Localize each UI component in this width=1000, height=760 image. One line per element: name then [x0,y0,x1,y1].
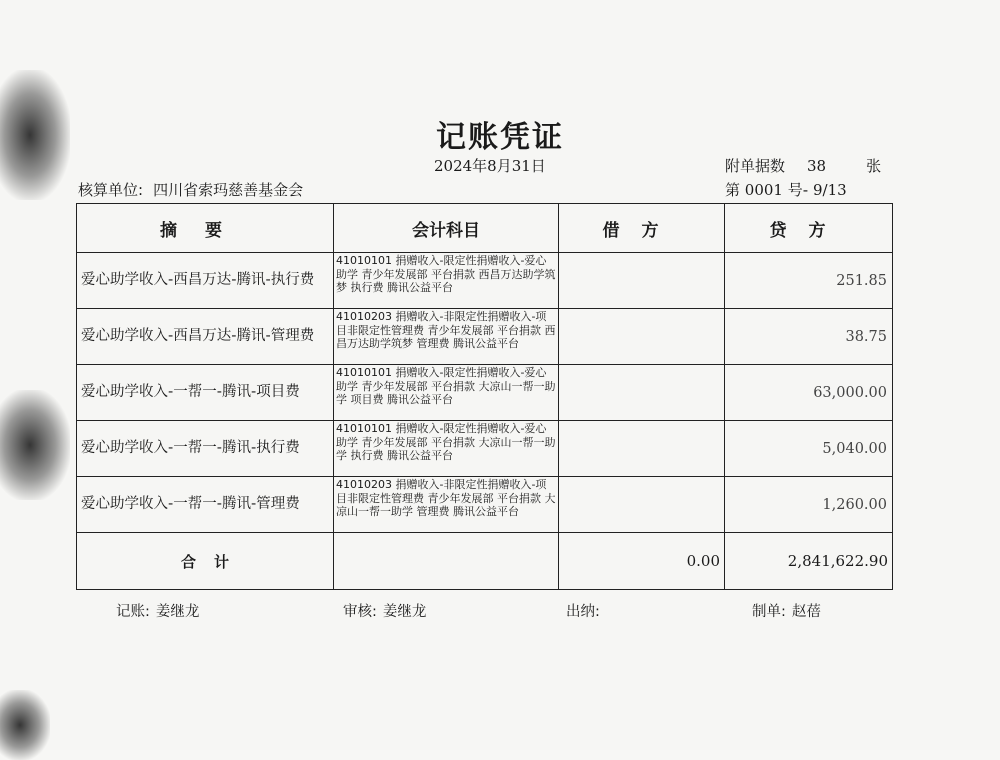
row-debit [559,309,725,365]
header-debit: 借方 [559,204,725,253]
header-account: 会计科目 [334,204,559,253]
number-suffix: 号- [787,181,809,199]
table-row [77,365,893,421]
row-credit: 38.75 [725,309,893,365]
table-row [77,477,893,533]
row-summary: 爱心助学收入-西昌万达-腾讯-执行费 [77,253,334,309]
accounting-unit [78,179,303,200]
reviewer-field [343,600,426,621]
voucher-title: 记账凭证 [436,120,564,155]
table-row [77,421,893,477]
unit-name: 四川省索玛慈善基金会 [153,181,304,199]
row-debit [559,365,725,421]
table-row [77,309,893,365]
row-debit [559,421,725,477]
bookkeeper-name: 姜继龙 [155,604,200,620]
attachments-info [725,155,881,176]
bookkeeper-label: 记账: [116,604,150,620]
unit-label: 核算单位: [78,181,144,199]
total-debit: 0.00 [559,533,725,590]
voucher-number [725,179,847,200]
scan-smudge [0,390,70,500]
number-value: 0001 [744,181,783,199]
cashier-field [566,600,606,621]
row-summary: 爱心助学收入-一帮一-腾讯-管理费 [77,477,334,533]
row-credit: 1,260.00 [725,477,893,533]
attachments-label: 附单据数 [725,157,786,175]
row-credit: 5,040.00 [725,421,893,477]
total-credit: 2,841,622.90 [725,533,893,590]
number-prefix: 第 [725,181,741,199]
preparer-label: 制单: [752,604,786,620]
row-debit [559,477,725,533]
row-summary: 爱心助学收入-一帮一-腾讯-项目费 [77,365,334,421]
voucher-date: 2024年8月31日 [434,157,546,175]
row-account: 41010203 捐赠收入-非限定性捐赠收入-项目非限定性管理费 青少年发展部 平台捐款 西昌万达助学筑梦 管理费 腾讯公益平台 [334,309,559,365]
total-row [77,533,893,590]
row-account: 41010203 捐赠收入-非限定性捐赠收入-项目非限定性管理费 青少年发展部 平台捐款 大凉山一帮一助学 管理费 腾讯公益平台 [334,477,559,533]
row-summary: 爱心助学收入-一帮一-腾讯-执行费 [77,421,334,477]
header-credit: 贷方 [725,204,893,253]
attachments-unit: 张 [866,157,882,175]
row-credit: 63,000.00 [725,365,893,421]
row-account: 41010101 捐赠收入-限定性捐赠收入-爱心助学 青少年发展部 平台捐款 大凉山一帮一助学 执行费 腾讯公益平台 [334,421,559,477]
header-summary: 摘要 [77,204,334,253]
row-summary: 爱心助学收入-西昌万达-腾讯-管理费 [77,309,334,365]
preparer-field [752,600,821,621]
row-debit [559,253,725,309]
cashier-label: 出纳: [566,604,600,620]
preparer-name: 赵蓓 [791,604,821,620]
header-row [77,204,893,253]
row-account: 41010101 捐赠收入-限定性捐赠收入-爱心助学 青少年发展部 平台捐款 西昌万达助学筑梦 执行费 腾讯公益平台 [334,253,559,309]
reviewer-name: 姜继龙 [382,604,427,620]
row-credit: 251.85 [725,253,893,309]
bookkeeper-field [116,600,199,621]
total-label: 合计 [77,533,334,590]
reviewer-label: 审核: [343,604,377,620]
page-value: 9/13 [812,181,847,199]
total-empty [334,533,559,590]
row-account: 41010101 捐赠收入-限定性捐赠收入-爱心助学 青少年发展部 平台捐款 大凉山一帮一助学 项目费 腾讯公益平台 [334,365,559,421]
attachments-count: 38 [807,157,827,175]
table-row [77,253,893,309]
voucher-table [76,203,893,590]
